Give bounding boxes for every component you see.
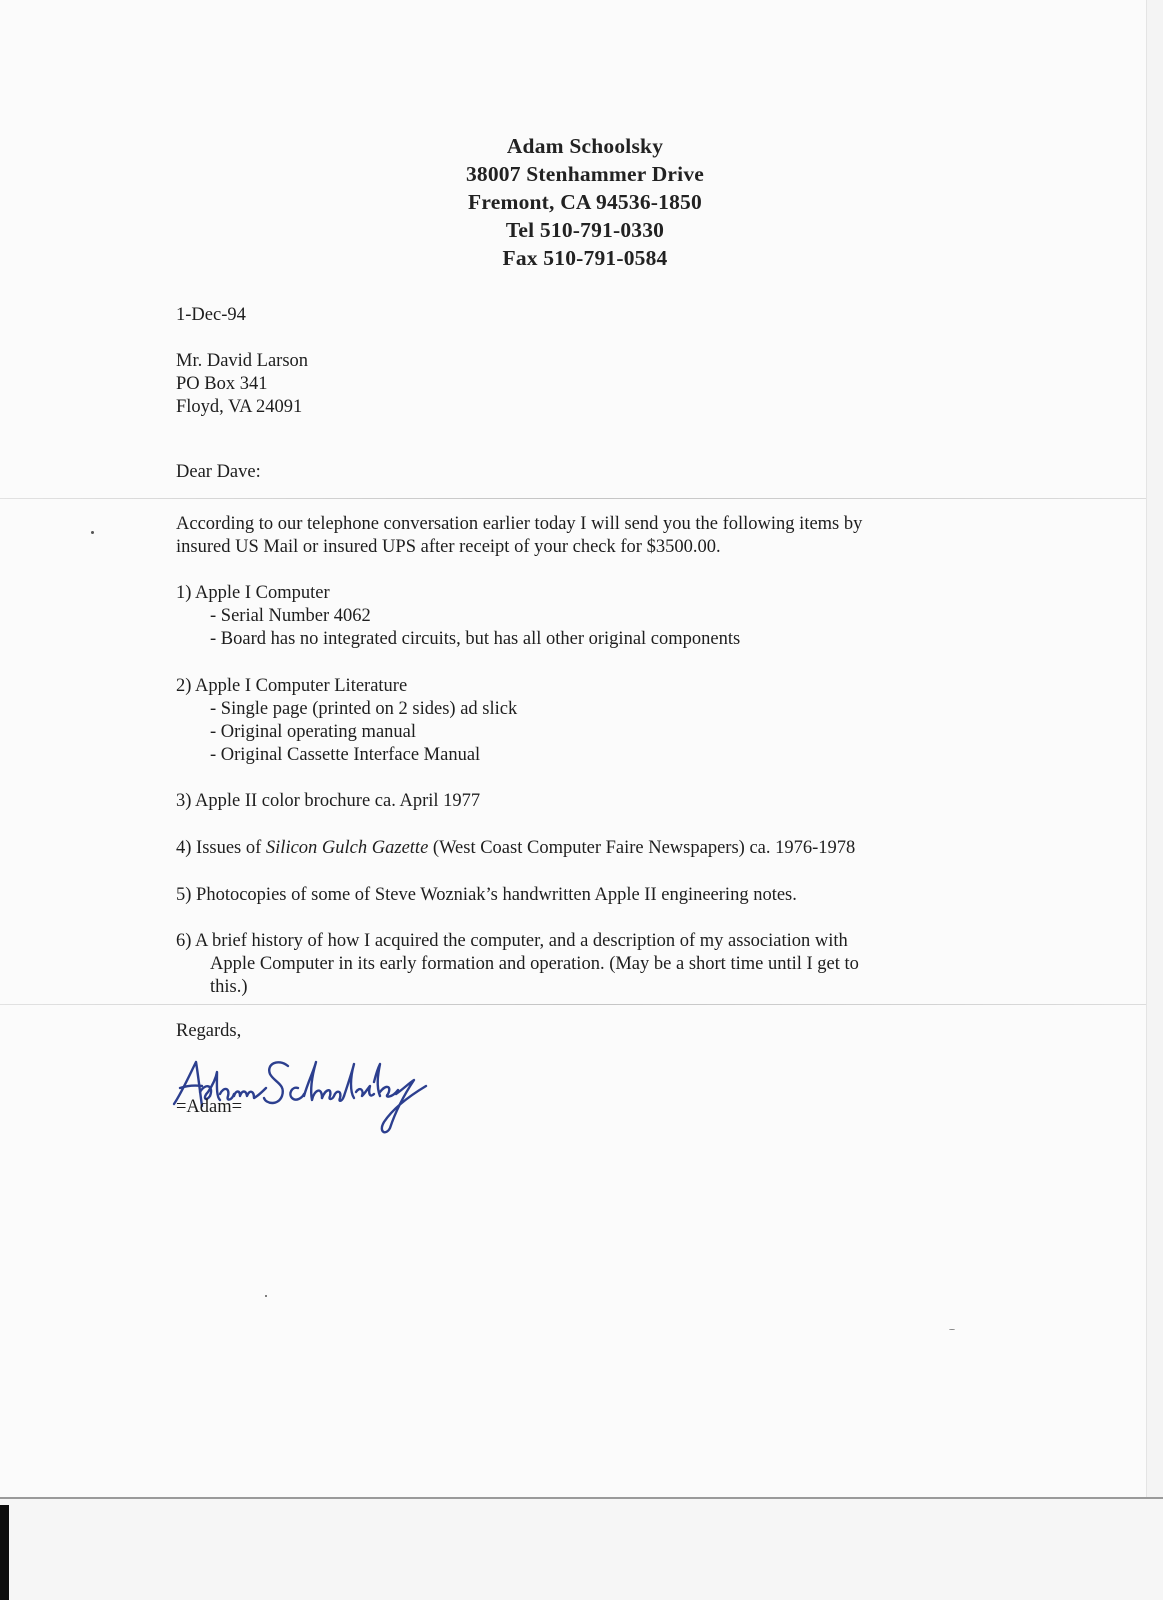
list-item-continuation: this.) bbox=[210, 977, 248, 997]
list-item bbox=[176, 582, 740, 651]
scanner-edge bbox=[0, 1505, 9, 1600]
list-item bbox=[176, 884, 797, 907]
list-item-title: 1) Apple I Computer bbox=[176, 583, 330, 603]
list-item-prefix: 4) Issues of bbox=[176, 838, 266, 858]
intro-paragraph bbox=[176, 513, 862, 559]
salutation: Dear Dave: bbox=[176, 462, 261, 482]
scan-speck bbox=[91, 531, 94, 534]
sender-city: Fremont, CA 94536-1850 bbox=[468, 190, 702, 214]
list-item bbox=[176, 930, 859, 999]
list-item-detail: - Single page (printed on 2 sides) ad slick bbox=[210, 699, 518, 719]
list-item-title: 5) Photocopies of some of Steve Wozniak’s handwritten Apple II engineering notes. bbox=[176, 885, 797, 905]
fold-line-top bbox=[0, 498, 1146, 499]
sender-tel: Tel 510-791-0330 bbox=[505, 218, 665, 242]
closing: Regards, bbox=[176, 1021, 242, 1041]
intro-line: According to our telephone conversation earlier today I will send you the following items by bbox=[176, 514, 863, 534]
list-item-title: 6) A brief history of how I acquired the computer, and a description of my association with bbox=[176, 931, 848, 951]
recipient-city: Floyd, VA 24091 bbox=[176, 397, 303, 417]
list-item-continuation: Apple Computer in its early formation and operation. (May be a short time until I get to bbox=[210, 954, 859, 974]
handwritten-signature bbox=[170, 1052, 430, 1138]
scan-speck bbox=[949, 1329, 955, 1330]
sign-off: =Adam= bbox=[176, 1097, 243, 1117]
scanner-background bbox=[0, 1499, 1163, 1600]
recipient-box: PO Box 341 bbox=[176, 374, 268, 394]
list-item bbox=[176, 790, 480, 813]
intro-line: insured US Mail or insured UPS after receipt of your check for $3500.00. bbox=[176, 537, 721, 557]
sender-name: Adam Schoolsky bbox=[506, 134, 664, 158]
sender-street: 38007 Stenhammer Drive bbox=[465, 162, 705, 186]
recipient-name: Mr. David Larson bbox=[176, 351, 309, 371]
fold-line-bottom bbox=[0, 1004, 1146, 1005]
letter-date: 1-Dec-94 bbox=[176, 305, 246, 325]
list-item-detail: - Original operating manual bbox=[210, 722, 417, 742]
list-item bbox=[176, 837, 855, 860]
list-item-detail: - Serial Number 4062 bbox=[210, 606, 371, 626]
scan-speck bbox=[265, 1295, 267, 1297]
sender-fax: Fax 510-791-0584 bbox=[502, 246, 668, 270]
list-item-detail: - Original Cassette Interface Manual bbox=[210, 745, 481, 765]
letterhead bbox=[0, 132, 1163, 272]
list-item-title: 3) Apple II color brochure ca. April 1977 bbox=[176, 791, 481, 811]
recipient-address bbox=[176, 350, 308, 419]
list-item-detail: - Board has no integrated circuits, but has all other original components bbox=[210, 629, 741, 649]
list-item bbox=[176, 675, 517, 767]
publication-title: Silicon Gulch Gazette bbox=[265, 838, 429, 858]
list-item-title: 2) Apple I Computer Literature bbox=[176, 676, 408, 696]
list-item-suffix: (West Coast Computer Faire Newspapers) ca. 1976-1978 bbox=[428, 838, 856, 858]
